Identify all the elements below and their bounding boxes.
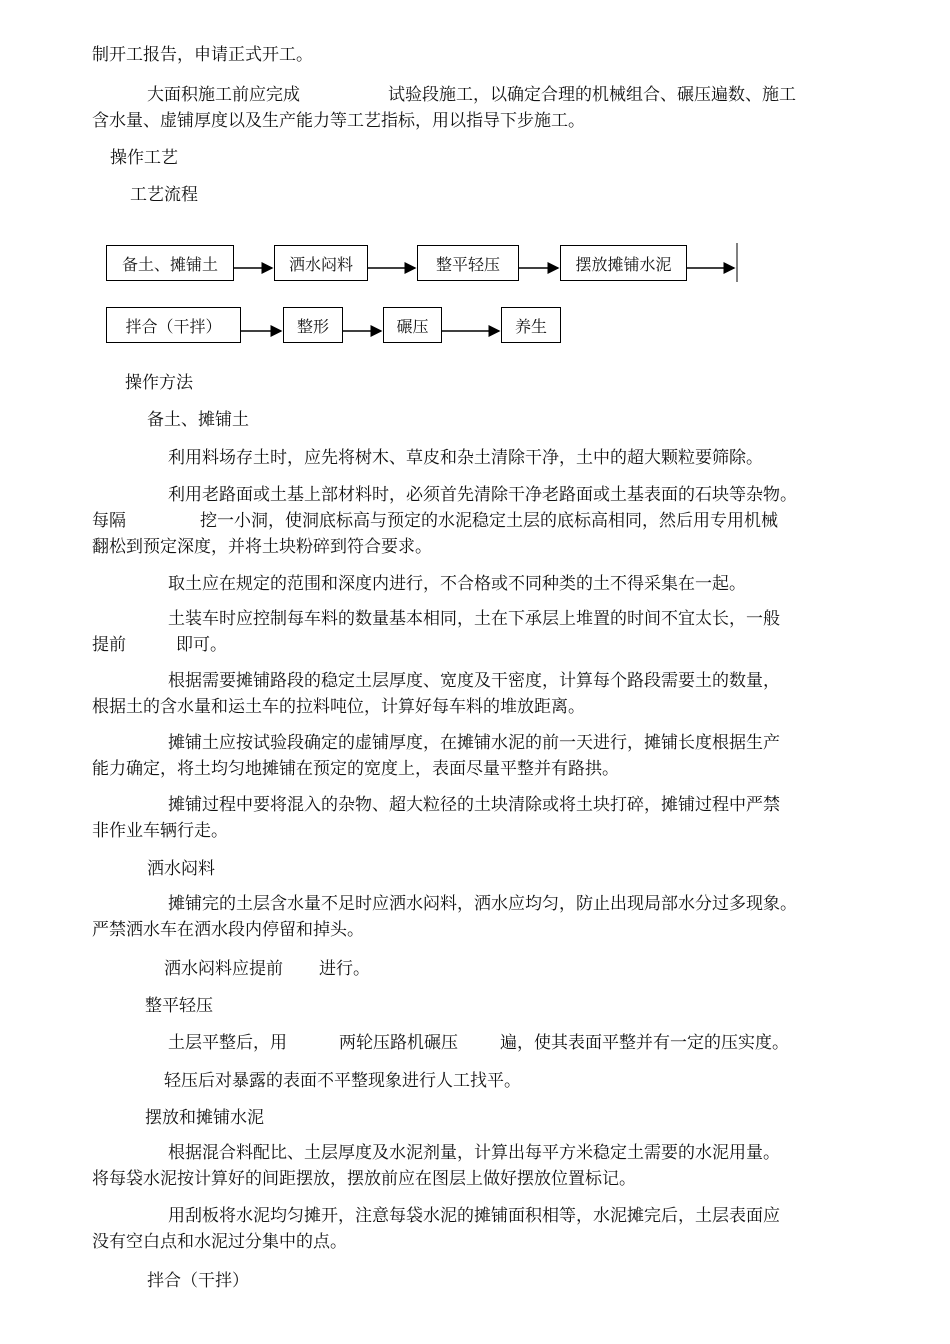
flow-step-water: 洒水闷料 xyxy=(274,245,368,281)
heading-level: 整平轻压 xyxy=(145,996,213,1016)
flow-step-prep-soil: 备土、摊铺土 xyxy=(106,245,234,281)
flow-step-cement: 摆放摊铺水泥 xyxy=(560,245,687,281)
text-fragment: 提前 xyxy=(92,635,126,655)
heading-cement: 摆放和摊铺水泥 xyxy=(145,1108,264,1128)
text-fragment: 大面积施工前应完成 xyxy=(147,85,300,105)
paragraph-line: 严禁洒水车在洒水段内停留和掉头。 xyxy=(92,920,364,940)
paragraph-line: 含水量、虚铺厚度以及生产能力等工艺指标，用以指导下步施工。 xyxy=(92,111,585,131)
paragraph-line xyxy=(164,958,370,980)
text-fragment: 进行。 xyxy=(319,959,370,979)
paragraph-line: 将每袋水泥按计算好的间距摆放，摆放前应在图层上做好摆放位置标记。 xyxy=(92,1169,636,1189)
flow-step-compact: 碾压 xyxy=(383,307,442,343)
paragraph-line xyxy=(92,510,778,532)
text-fragment: 遍，使其表面平整并有一定的压实度。 xyxy=(500,1033,789,1053)
text-line: 制开工报告，申请正式开工。 xyxy=(92,45,313,65)
heading-prep: 备土、摊铺土 xyxy=(147,410,249,430)
paragraph-line: 摊铺完的土层含水量不足时应洒水闷料，洒水应均匀，防止出现局部水分过多现象。 xyxy=(168,894,797,914)
paragraph-line: 利用料场存土时，应先将树木、草皮和杂土清除干净，土中的超大颗粒要筛除。 xyxy=(168,448,763,468)
paragraph-line: 非作业车辆行走。 xyxy=(92,821,228,841)
paragraph-line: 没有空白点和水泥过分集中的点。 xyxy=(92,1232,347,1252)
paragraph-line: 用刮板将水泥均匀摊开，注意每袋水泥的摊铺面积相等，水泥摊完后，土层表面应 xyxy=(168,1206,780,1226)
text-fragment: 挖一小洞，使洞底标高与预定的水泥稳定土层的底标高相同，然后用专用机械 xyxy=(200,511,778,531)
paragraph-line: 根据需要摊铺路段的稳定土层厚度、宽度及干密度，计算每个路段需要土的数量， xyxy=(168,671,780,691)
paragraph-line: 摊铺过程中要将混入的杂物、超大粒径的土块清除或将土块打碎，摊铺过程中严禁 xyxy=(168,795,780,815)
text-fragment: 即可。 xyxy=(176,635,227,655)
paragraph-line: 翻松到预定深度，并将土块粉碎到符合要求。 xyxy=(92,537,432,557)
heading-method: 操作方法 xyxy=(125,373,193,393)
paragraph-line: 根据土的含水量和运土车的拉料吨位，计算好每车料的堆放距离。 xyxy=(92,697,585,717)
paragraph-line: 根据混合料配比、土层厚度及水泥剂量，计算出每平方米稳定土需要的水泥用量。 xyxy=(168,1143,780,1163)
text-fragment: 两轮压路机碾压 xyxy=(339,1033,458,1053)
paragraph-line: 摊铺土应按试验段确定的虚铺厚度，在摊铺水泥的前一天进行，摊铺长度根据生产 xyxy=(168,733,780,753)
paragraph-line: 轻压后对暴露的表面不平整现象进行人工找平。 xyxy=(164,1071,521,1091)
flow-step-level: 整平轻压 xyxy=(417,245,519,281)
paragraph-line: 能力确定，将土均匀地摊铺在预定的宽度上，表面尽量平整并有路拱。 xyxy=(92,759,619,779)
heading-mix: 拌合（干拌） xyxy=(147,1271,249,1291)
heading-water: 洒水闷料 xyxy=(147,859,215,879)
heading-flow: 工艺流程 xyxy=(130,185,198,205)
heading-op-process: 操作工艺 xyxy=(110,148,178,168)
paragraph-line: 利用老路面或土基上部材料时，必须首先清除干净老路面或土基表面的石块等杂物。 xyxy=(168,485,797,505)
flow-step-shape: 整形 xyxy=(283,307,343,343)
flow-step-cure: 养生 xyxy=(501,307,561,343)
text-fragment: 土层平整后，用 xyxy=(168,1033,287,1053)
paragraph-line xyxy=(92,634,227,656)
paragraph-line: 取土应在规定的范围和深度内进行，不合格或不同种类的土不得采集在一起。 xyxy=(168,574,746,594)
paragraph-line: 土装车时应控制每车料的数量基本相同，土在下承层上堆置的时间不宜太长，一般 xyxy=(168,609,780,629)
paragraph-line xyxy=(168,1032,789,1054)
flow-step-mix: 拌合（干拌） xyxy=(106,307,241,343)
text-fragment: 每隔 xyxy=(92,511,126,531)
text-fragment: 洒水闷料应提前 xyxy=(164,959,283,979)
flow-arrows xyxy=(0,0,950,400)
text-fragment: 试验段施工，以确定合理的机械组合、碾压遍数、施工 xyxy=(388,85,796,105)
